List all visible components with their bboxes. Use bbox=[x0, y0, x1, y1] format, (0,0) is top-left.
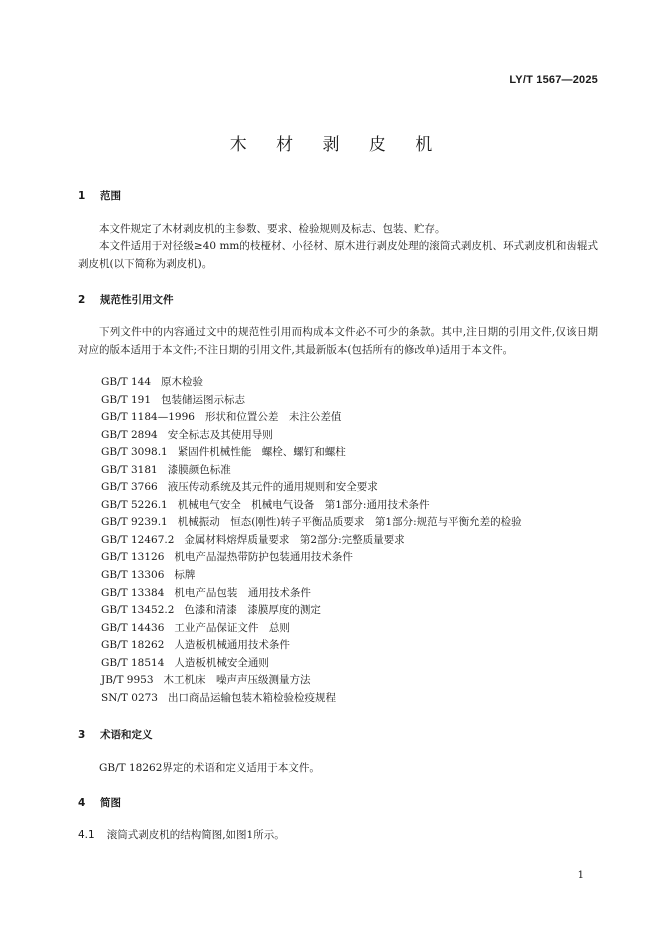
reference-list bbox=[101, 374, 522, 707]
reference-item bbox=[101, 549, 522, 567]
reference-code: GB/T 2894 bbox=[101, 428, 158, 441]
section-title: 术语和定义 bbox=[100, 729, 153, 741]
reference-code: GB/T 3766 bbox=[101, 481, 158, 494]
reference-title: 原木检验 bbox=[161, 376, 204, 388]
reference-title: 紧固件机械性能 螺栓、螺钉和螺柱 bbox=[177, 446, 346, 459]
reference-code: GB/T 18262 bbox=[101, 639, 165, 652]
section-title: 简图 bbox=[100, 797, 121, 809]
reference-code: GB/T 144 bbox=[101, 376, 152, 388]
reference-item bbox=[101, 655, 522, 673]
reference-item bbox=[101, 497, 522, 515]
section-title: 规范性引用文件 bbox=[100, 294, 174, 306]
reference-title: 色漆和清漆 漆膜厚度的测定 bbox=[184, 604, 321, 617]
reference-title: 工业产品保证文件 总则 bbox=[174, 621, 290, 634]
reference-item bbox=[101, 602, 522, 620]
reference-title: 机电产品包装 通用技术条件 bbox=[174, 586, 311, 599]
reference-title: 包装储运图示标志 bbox=[161, 393, 246, 406]
reference-title: 标牌 bbox=[174, 569, 196, 582]
scope-paragraph-2: 本文件适用于对径级≥40 mm的枝桠材、小径材、原木进行剥皮处理的滚筒式剥皮机、环式剥皮机和齿辊式剥皮机(以下简称为剥皮机)。 bbox=[78, 240, 598, 270]
reference-item bbox=[101, 637, 522, 655]
reference-item bbox=[101, 462, 522, 480]
reference-code: GB/T 9239.1 bbox=[101, 516, 168, 529]
subclause-4-1 bbox=[78, 827, 285, 842]
section-number: 2 bbox=[78, 294, 86, 306]
section-number: 4 bbox=[78, 797, 86, 809]
reference-item bbox=[101, 532, 522, 550]
subclause-number: 4.1 bbox=[78, 829, 95, 841]
reference-code: GB/T 13306 bbox=[101, 569, 165, 582]
reference-item bbox=[101, 374, 522, 392]
section-1-heading bbox=[78, 188, 121, 203]
reference-title: 漆膜颜色标准 bbox=[167, 463, 231, 476]
reference-item bbox=[101, 444, 522, 462]
reference-item bbox=[101, 427, 522, 445]
section-4-heading bbox=[78, 795, 121, 810]
reference-title: 安全标志及其使用导则 bbox=[167, 428, 273, 441]
subclause-text: 滚筒式剥皮机的结构简图,如图1所示。 bbox=[106, 829, 285, 841]
standard-code: LY/T 1567—2025 bbox=[509, 74, 598, 86]
section-title: 范围 bbox=[100, 190, 121, 202]
document-title: 木 材 剥 皮 机 bbox=[229, 135, 445, 155]
reference-item bbox=[101, 690, 522, 708]
reference-item bbox=[101, 409, 522, 427]
reference-code: GB/T 18514 bbox=[101, 656, 165, 669]
scope-paragraph-1: 本文件规定了木材剥皮机的主参数、要求、检验规则及标志、包装、贮存。 bbox=[99, 223, 446, 235]
reference-item bbox=[101, 567, 522, 585]
reference-title: 金属材料熔焊质量要求 第2部分:完整质量要求 bbox=[184, 533, 405, 546]
reference-title: 形状和位置公差 未注公差值 bbox=[204, 411, 342, 424]
section-number: 3 bbox=[78, 729, 86, 741]
reference-item bbox=[101, 479, 522, 497]
terms-paragraph: GB/T 18262界定的术语和定义适用于本文件。 bbox=[99, 762, 320, 774]
reference-code: JB/T 9953 bbox=[101, 674, 154, 687]
references-intro: 下列文件中的内容通过文中的规范性引用而构成本文件必不可少的条款。其中,注日期的引用文件,仅该日期对应的版本适用于本文件;不注日期的引用文件,其最新版本(包括所有的修改单)适用于本文件。 bbox=[78, 326, 598, 356]
reference-title: 出口商品运输包装木箱检验检疫规程 bbox=[167, 691, 336, 704]
reference-code: GB/T 12467.2 bbox=[101, 533, 175, 546]
reference-code: GB/T 14436 bbox=[101, 621, 165, 634]
reference-code: GB/T 191 bbox=[101, 393, 152, 406]
reference-title: 木工机床 噪声声压级测量方法 bbox=[163, 674, 311, 687]
section-2-heading bbox=[78, 292, 174, 307]
section-number: 1 bbox=[78, 190, 86, 202]
reference-item bbox=[101, 514, 522, 532]
reference-code: GB/T 13126 bbox=[101, 551, 165, 564]
reference-code: GB/T 3181 bbox=[101, 463, 158, 476]
reference-code: GB/T 1184—1996 bbox=[101, 411, 195, 424]
reference-title: 人造板机械通用技术条件 bbox=[174, 639, 290, 652]
reference-item bbox=[101, 392, 522, 410]
reference-title: 液压传动系统及其元件的通用规则和安全要求 bbox=[167, 481, 378, 494]
reference-code: GB/T 13384 bbox=[101, 586, 165, 599]
reference-item bbox=[101, 620, 522, 638]
section-3-heading bbox=[78, 727, 153, 742]
reference-item bbox=[101, 585, 522, 603]
reference-title: 机械振动 恒态(刚性)转子平衡品质要求 第1部分:规范与平衡允差的检验 bbox=[177, 516, 522, 529]
reference-code: GB/T 3098.1 bbox=[101, 446, 168, 459]
reference-code: GB/T 5226.1 bbox=[101, 498, 168, 511]
reference-item bbox=[101, 672, 522, 690]
reference-title: 机械电气安全 机械电气设备 第1部分:通用技术条件 bbox=[177, 498, 430, 511]
reference-title: 机电产品湿热带防护包装通用技术条件 bbox=[174, 551, 353, 564]
reference-title: 人造板机械安全通则 bbox=[174, 656, 269, 669]
reference-code: SN/T 0273 bbox=[101, 691, 158, 704]
page-number: 1 bbox=[577, 870, 584, 881]
reference-code: GB/T 13452.2 bbox=[101, 604, 175, 617]
